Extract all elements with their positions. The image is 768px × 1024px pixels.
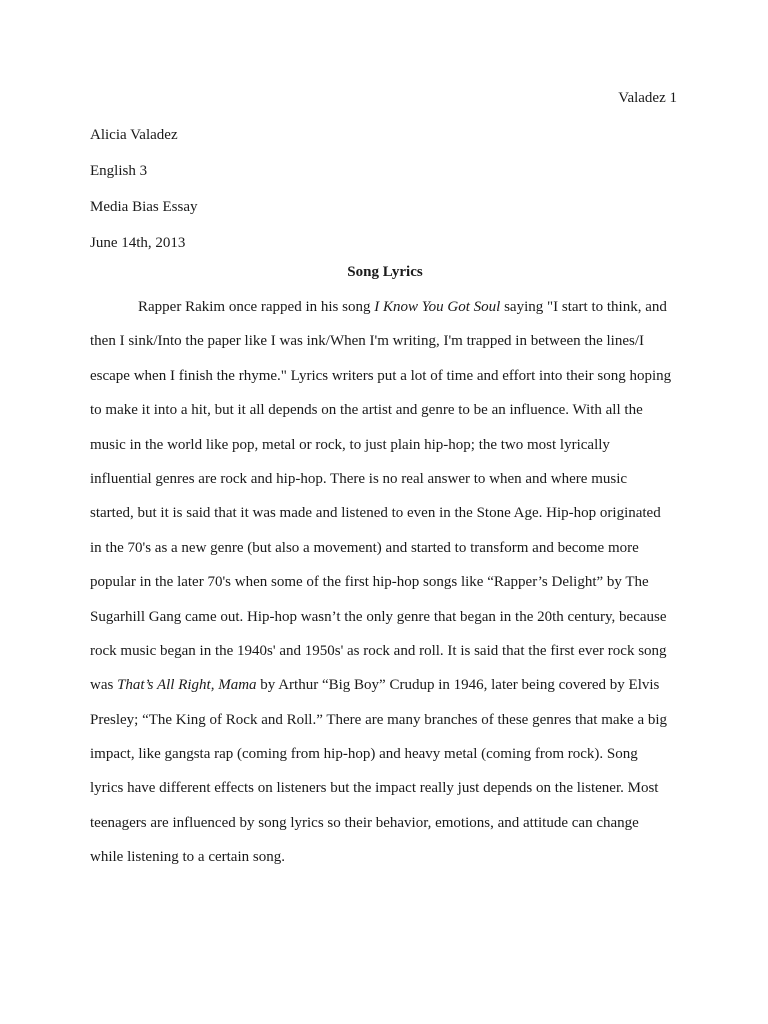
- body-line: Presley; “The King of Rock and Roll.” There are many branches of these genres that make a big: [90, 711, 668, 728]
- body-line: escape when I finish the rhyme." Lyrics writers put a lot of time and effort into their song hoping: [90, 367, 672, 384]
- course-name: English 3: [90, 163, 148, 179]
- body-line: in the 70's as a new genre (but also a movement) and started to transform and become more: [90, 539, 639, 556]
- running-head: Valadez 1: [618, 90, 677, 106]
- body-line: while listening to a certain song.: [90, 849, 285, 866]
- body-line: then I sink/Into the paper like I was ink/When I'm writing, I'm trapped in between the lines/I: [90, 333, 645, 350]
- song-title: That’s All Right, Mama: [117, 677, 257, 694]
- body-line: impact, like gangsta rap (coming from hip-hop) and heavy metal (coming from rock). Song: [90, 746, 638, 763]
- assignment-name: Media Bias Essay: [90, 199, 198, 215]
- body-line: Rapper Rakim once rapped in his song I Know You Got Soul saying "I start to think, and: [138, 299, 667, 315]
- song-title: I Know You Got Soul: [374, 299, 501, 315]
- body-line: to make it into a hit, but it all depends on the artist and genre to be an influence. With all the: [90, 402, 643, 419]
- body-line: popular in the later 70's when some of the first hip-hop songs like “Rapper’s Delight” by The: [90, 574, 649, 591]
- essay-title: Song Lyrics: [347, 264, 423, 280]
- body-line: lyrics have different effects on listeners but the impact really just depends on the listener. Most: [90, 780, 659, 797]
- author-name: Alicia Valadez: [90, 127, 178, 143]
- body-line: music in the world like pop, metal or rock, to just plain hip-hop; the two most lyrically: [90, 436, 610, 453]
- essay-date: June 14th, 2013: [90, 235, 186, 251]
- body-line: started, but it is said that it was made and listened to even in the Stone Age. Hip-hop originated: [90, 505, 661, 522]
- body-line: teenagers are influenced by song lyrics so their behavior, emotions, and attitude can change: [90, 814, 639, 831]
- essay-body: [90, 296, 682, 881]
- body-line: Sugarhill Gang came out. Hip-hop wasn’t the only genre that began in the 20th century, because: [90, 608, 667, 625]
- body-line: influential genres are rock and hip-hop. There is no real answer to when and where music: [90, 470, 628, 487]
- body-line: rock music began in the 1940s' and 1950s' as rock and roll. It is said that the first ever rock song: [90, 642, 667, 659]
- body-line: was That’s All Right, Mama by Arthur “Big Boy” Crudup in 1946, later being covered by Elvis: [90, 677, 660, 694]
- essay-header: [90, 123, 680, 267]
